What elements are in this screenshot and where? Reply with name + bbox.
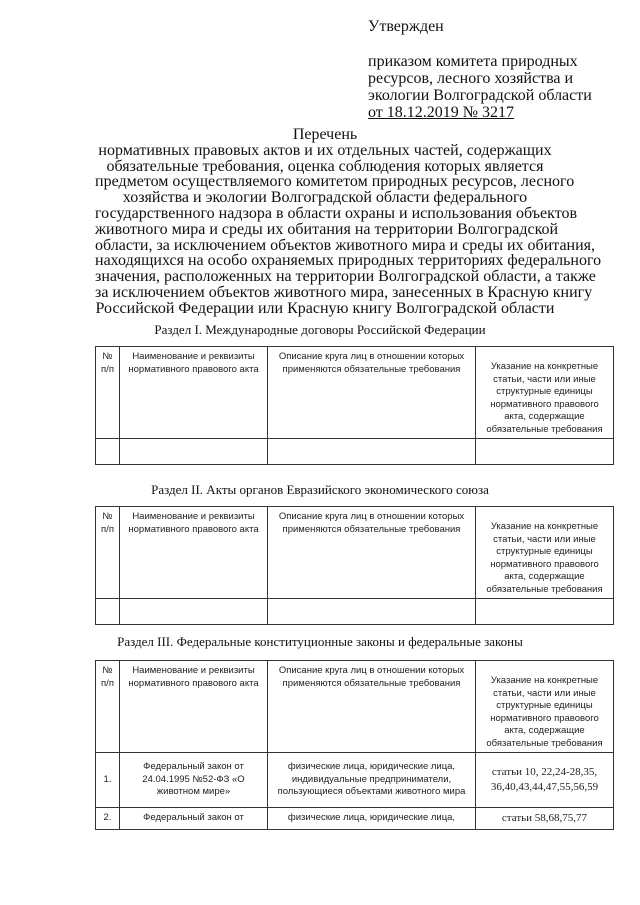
header-act: Наименование и реквизиты нормативного правового акта (120, 347, 268, 439)
row-persons: физические лица, юридические лица, индивидуальные предприниматели, пользующиеся объектами животного мира (268, 753, 476, 808)
row-number: 1. (96, 753, 120, 808)
table-header-row (96, 661, 614, 753)
row-articles: статьи 10, 22,24-28,35, 36,40,43,44,47,55,56,59 (476, 753, 614, 808)
table-cell (476, 599, 614, 625)
table-cell (120, 439, 268, 465)
title-line: за исключением объектов животного мира, занесенных в Красную книгу (95, 283, 593, 301)
title-line: области, за исключением объектов животного мира и среды их обитания, (95, 236, 596, 254)
document-title (95, 126, 602, 317)
section-heading: Раздел III. Федеральные конституционные законы и федеральные законы (117, 634, 523, 649)
title-line: предметом осуществляемого комитетом природных ресурсов, лесного (95, 173, 575, 191)
table-cell (96, 599, 120, 625)
title-line: нормативных правовых актов и их отдельных частей, содержащих (98, 141, 552, 159)
approval-order-reference: от 18.12.2019 № 3217 (368, 104, 515, 121)
header-act: Наименование и реквизиты нормативного правового акта (120, 661, 268, 753)
header-number: № п/п (96, 347, 120, 439)
approval-title: Утвержден (368, 18, 444, 35)
table-cell (268, 439, 476, 465)
header-persons: Описание круга лиц в отношении которых применяются обязательные требования (268, 661, 476, 753)
title-line: обязательные требования, оценка соблюдения которых является (106, 157, 544, 175)
table-row (96, 753, 614, 808)
row-articles: статьи 58,68,75,77 (476, 808, 614, 830)
header-persons: Описание круга лиц в отношении которых применяются обязательные требования (268, 507, 476, 599)
row-persons: физические лица, юридические лица, (268, 808, 476, 830)
row-act: Федеральный закон от 24.04.1995 №52-ФЗ «О животном мире» (120, 753, 268, 808)
approval-line: экологии Волгоградской области (368, 87, 592, 104)
table-row (96, 599, 614, 625)
section-heading: Раздел II. Акты органов Евразийского экономического союза (151, 482, 489, 497)
approval-block (368, 18, 592, 121)
table-row (96, 439, 614, 465)
title-line: значения, расположенных на территории Волгоградской области, а также (95, 268, 596, 286)
header-number: № п/п (96, 661, 120, 753)
header-articles: Указание на конкретные статьи, части или иные структурные единицы нормативного правового акта, содержащие обязательные требования (476, 347, 614, 439)
title-line: находящихся на особо охраняемых природных территориях федерального (95, 252, 602, 270)
section-3-table (95, 660, 614, 830)
header-number: № п/п (96, 507, 120, 599)
row-number: 2. (96, 808, 120, 830)
table-cell (120, 599, 268, 625)
header-articles: Указание на конкретные статьи, части или иные структурные единицы нормативного правового акта, содержащие обязательные требования (476, 507, 614, 599)
approval-line: ресурсов, лесного хозяйства и (368, 70, 574, 87)
row-act: Федеральный закон от (120, 808, 268, 830)
approval-line: приказом комитета природных (368, 53, 578, 70)
table-row (96, 808, 614, 830)
table-cell (96, 439, 120, 465)
section-heading: Раздел I. Международные договоры Российской Федерации (154, 322, 486, 337)
section-1-table (95, 346, 614, 465)
section-2-table (95, 506, 614, 625)
title-line: животного мира и среды их обитания на территории Волгоградской (95, 220, 559, 238)
table-header-row (96, 507, 614, 599)
title-line: Перечень (292, 126, 358, 143)
header-articles: Указание на конкретные статьи, части или иные структурные единицы нормативного правового акта, содержащие обязательные требования (476, 661, 614, 753)
title-line: Российской Федерации или Красную книгу Волгоградской области (95, 299, 555, 317)
title-line: государственного надзора в области охраны и использования объектов (95, 204, 578, 222)
table-header-row (96, 347, 614, 439)
header-act: Наименование и реквизиты нормативного правового акта (120, 507, 268, 599)
header-persons: Описание круга лиц в отношении которых применяются обязательные требования (268, 347, 476, 439)
table-cell (476, 439, 614, 465)
title-line: хозяйства и экологии Волгоградской области федерального (122, 189, 528, 207)
table-cell (268, 599, 476, 625)
